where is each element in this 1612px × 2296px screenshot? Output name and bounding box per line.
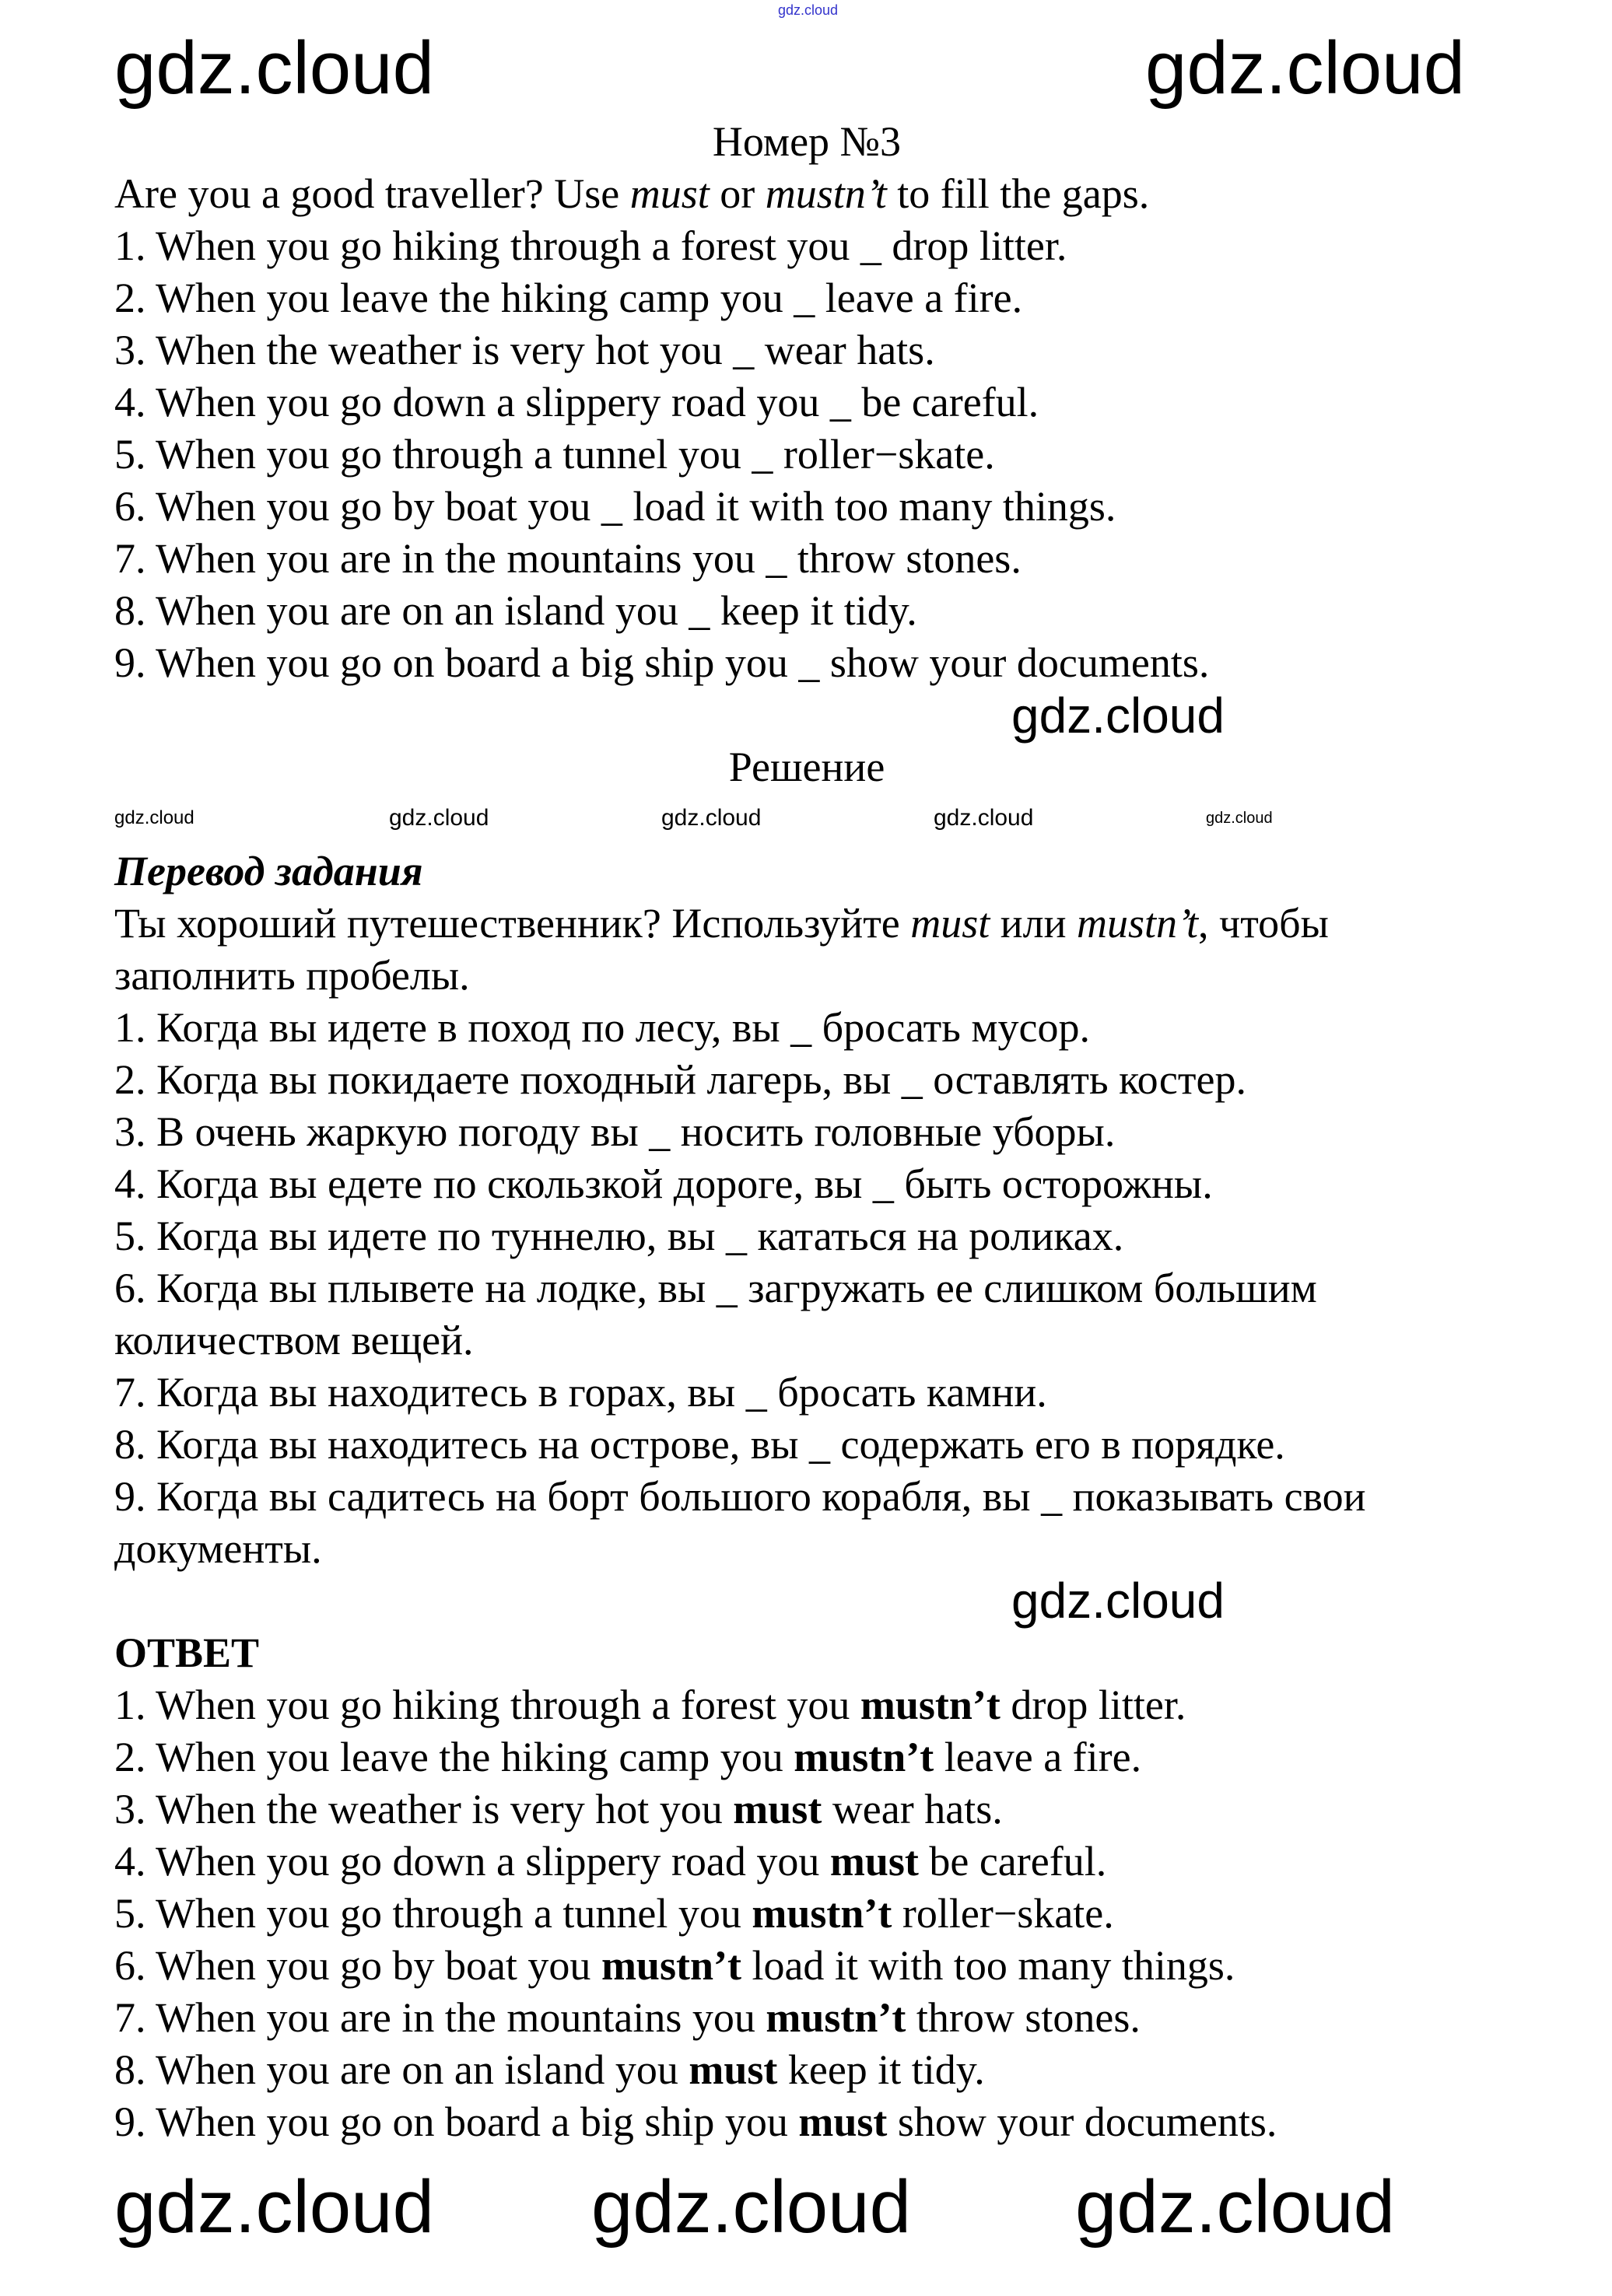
text: drop litter. (1000, 1682, 1186, 1728)
answer-word: must (689, 2046, 778, 2093)
text: Ты хороший путешественник? Используйте (114, 900, 911, 947)
answer-word: mustn’t (766, 1994, 906, 2041)
translation-line: 6. Когда вы плывете на лодке, вы _ загружать ее слишком большим (114, 1265, 1317, 1311)
watermark-small: gdz.cloud (934, 805, 1034, 831)
watermark-small: gdz.cloud (389, 805, 489, 831)
answer-item (114, 2096, 1554, 2148)
task-items (114, 220, 1554, 689)
translation-line: 1. Когда вы идете в поход по лесу, вы _ бросать мусор. (114, 1004, 1090, 1051)
task-instruction (114, 168, 1554, 220)
word-must: must (629, 170, 710, 217)
translation-line: 5. Когда вы идете по туннелю, вы _ кататься на роликах. (114, 1213, 1124, 1259)
word-must: must (910, 900, 990, 947)
answer-word: mustn’t (752, 1890, 892, 1937)
text: 5. When you go through a tunnel you (114, 1890, 752, 1937)
answer-word: mustn’t (860, 1682, 1000, 1728)
task-item: 5. When you go through a tunnel you _ roller−skate. (114, 431, 995, 478)
answer-items (114, 1679, 1554, 2148)
text: 8. When you are on an island you (114, 2046, 689, 2093)
text: Are you a good traveller? Use (114, 170, 630, 217)
translation-line: 8. Когда вы находитесь на острове, вы _ содержать его в порядке. (114, 1421, 1285, 1468)
text: 4. When you go down a slippery road you (114, 1838, 830, 1885)
translation-line: 9. Когда вы садитесь на борт большого корабля, вы _ показывать свои (114, 1473, 1366, 1520)
word-mustnt: mustn’t (1077, 900, 1199, 947)
text: 6. When you go by boat you (114, 1942, 601, 1989)
watermark: gdz.cloud (1075, 2165, 1395, 2249)
text: roller−skate. (892, 1890, 1114, 1937)
text: или (990, 900, 1078, 947)
watermark-small: gdz.cloud (661, 805, 762, 831)
translation-line: количеством вещей. (114, 1317, 474, 1363)
answer-word: must (829, 1838, 919, 1885)
text: 9. When you go on board a big ship you (114, 2098, 799, 2145)
translation-line: 7. Когда вы находитесь в горах, вы _ бросать камни. (114, 1369, 1047, 1416)
answer-word: must (798, 2098, 888, 2145)
answer-item (114, 1888, 1554, 1940)
task-item: 6. When you go by boat you _ load it with too many things. (114, 483, 1116, 530)
answer-item (114, 2044, 1554, 2096)
answer-word: mustn’t (601, 1942, 741, 1989)
page-title: Номер №3 (712, 118, 902, 165)
text: 7. When you are in the mountains you (114, 1994, 766, 2041)
text: keep it tidy. (777, 2046, 985, 2093)
answer-heading: ОТВЕТ (114, 1629, 260, 1676)
text: 2. When you leave the hiking camp you (114, 1734, 794, 1780)
text: wear hats. (822, 1786, 1003, 1832)
answer-item (114, 1836, 1554, 1888)
watermark: gdz.cloud (1011, 688, 1225, 744)
answer-item (114, 1992, 1554, 2044)
watermark-small: gdz.cloud (114, 807, 194, 828)
text: load it with too many things. (741, 1942, 1235, 1989)
text: throw stones. (906, 1994, 1141, 2041)
task-item: 2. When you leave the hiking camp you _ leave a fire. (114, 275, 1023, 321)
watermark: gdz.cloud (114, 2165, 434, 2249)
text: or (709, 170, 766, 217)
answer-word: must (733, 1786, 822, 1832)
watermark-top: gdz.cloud (778, 2, 839, 18)
answer-item (114, 1731, 1554, 1783)
text: be careful. (918, 1838, 1107, 1885)
word-mustnt: mustn’t (765, 170, 887, 217)
task-item: 4. When you go down a slippery road you _ be careful. (114, 379, 1039, 425)
task-item: 8. When you are on an island you _ keep it tidy. (114, 587, 917, 634)
translation-lines (114, 1002, 1554, 1575)
text: leave a fire. (934, 1734, 1142, 1780)
task-item: 7. When you are in the mountains you _ throw stones. (114, 535, 1022, 582)
text: 1. When you go hiking through a forest you (114, 1682, 860, 1728)
translation-heading: Перевод задания (114, 848, 423, 894)
text: to fill the gaps. (886, 170, 1150, 217)
answer-word: mustn’t (794, 1734, 934, 1780)
translation-intro (114, 898, 1554, 950)
text: show your documents. (887, 2098, 1277, 2145)
task-item: 3. When the weather is very hot you _ wear hats. (114, 327, 935, 373)
document-page (114, 116, 1554, 2148)
watermark: gdz.cloud (114, 26, 434, 110)
answer-item (114, 1783, 1554, 1836)
translation-line: 2. Когда вы покидаете походный лагерь, вы _ оставлять костер. (114, 1056, 1246, 1103)
answer-item (114, 1940, 1554, 1992)
solution-heading: Решение (728, 744, 885, 790)
task-item: 1. When you go hiking through a forest you _ drop litter. (114, 222, 1067, 269)
watermark: gdz.cloud (591, 2165, 911, 2249)
answer-item (114, 1679, 1554, 1731)
translation-line: документы. (114, 1525, 322, 1572)
text: , чтобы (1198, 900, 1329, 947)
translation-line: 3. В очень жаркую погоду вы _ носить головные уборы. (114, 1108, 1116, 1155)
watermark-small: gdz.cloud (1206, 810, 1273, 827)
text: 3. When the weather is very hot you (114, 1786, 734, 1832)
translation-line: 4. Когда вы едете по скользкой дороге, вы _ быть осторожны. (114, 1160, 1213, 1207)
task-item: 9. When you go on board a big ship you _ show your documents. (114, 639, 1210, 686)
watermark: gdz.cloud (1011, 1573, 1225, 1629)
translation-intro-line2: заполнить пробелы. (114, 952, 470, 999)
watermark: gdz.cloud (1145, 26, 1465, 110)
